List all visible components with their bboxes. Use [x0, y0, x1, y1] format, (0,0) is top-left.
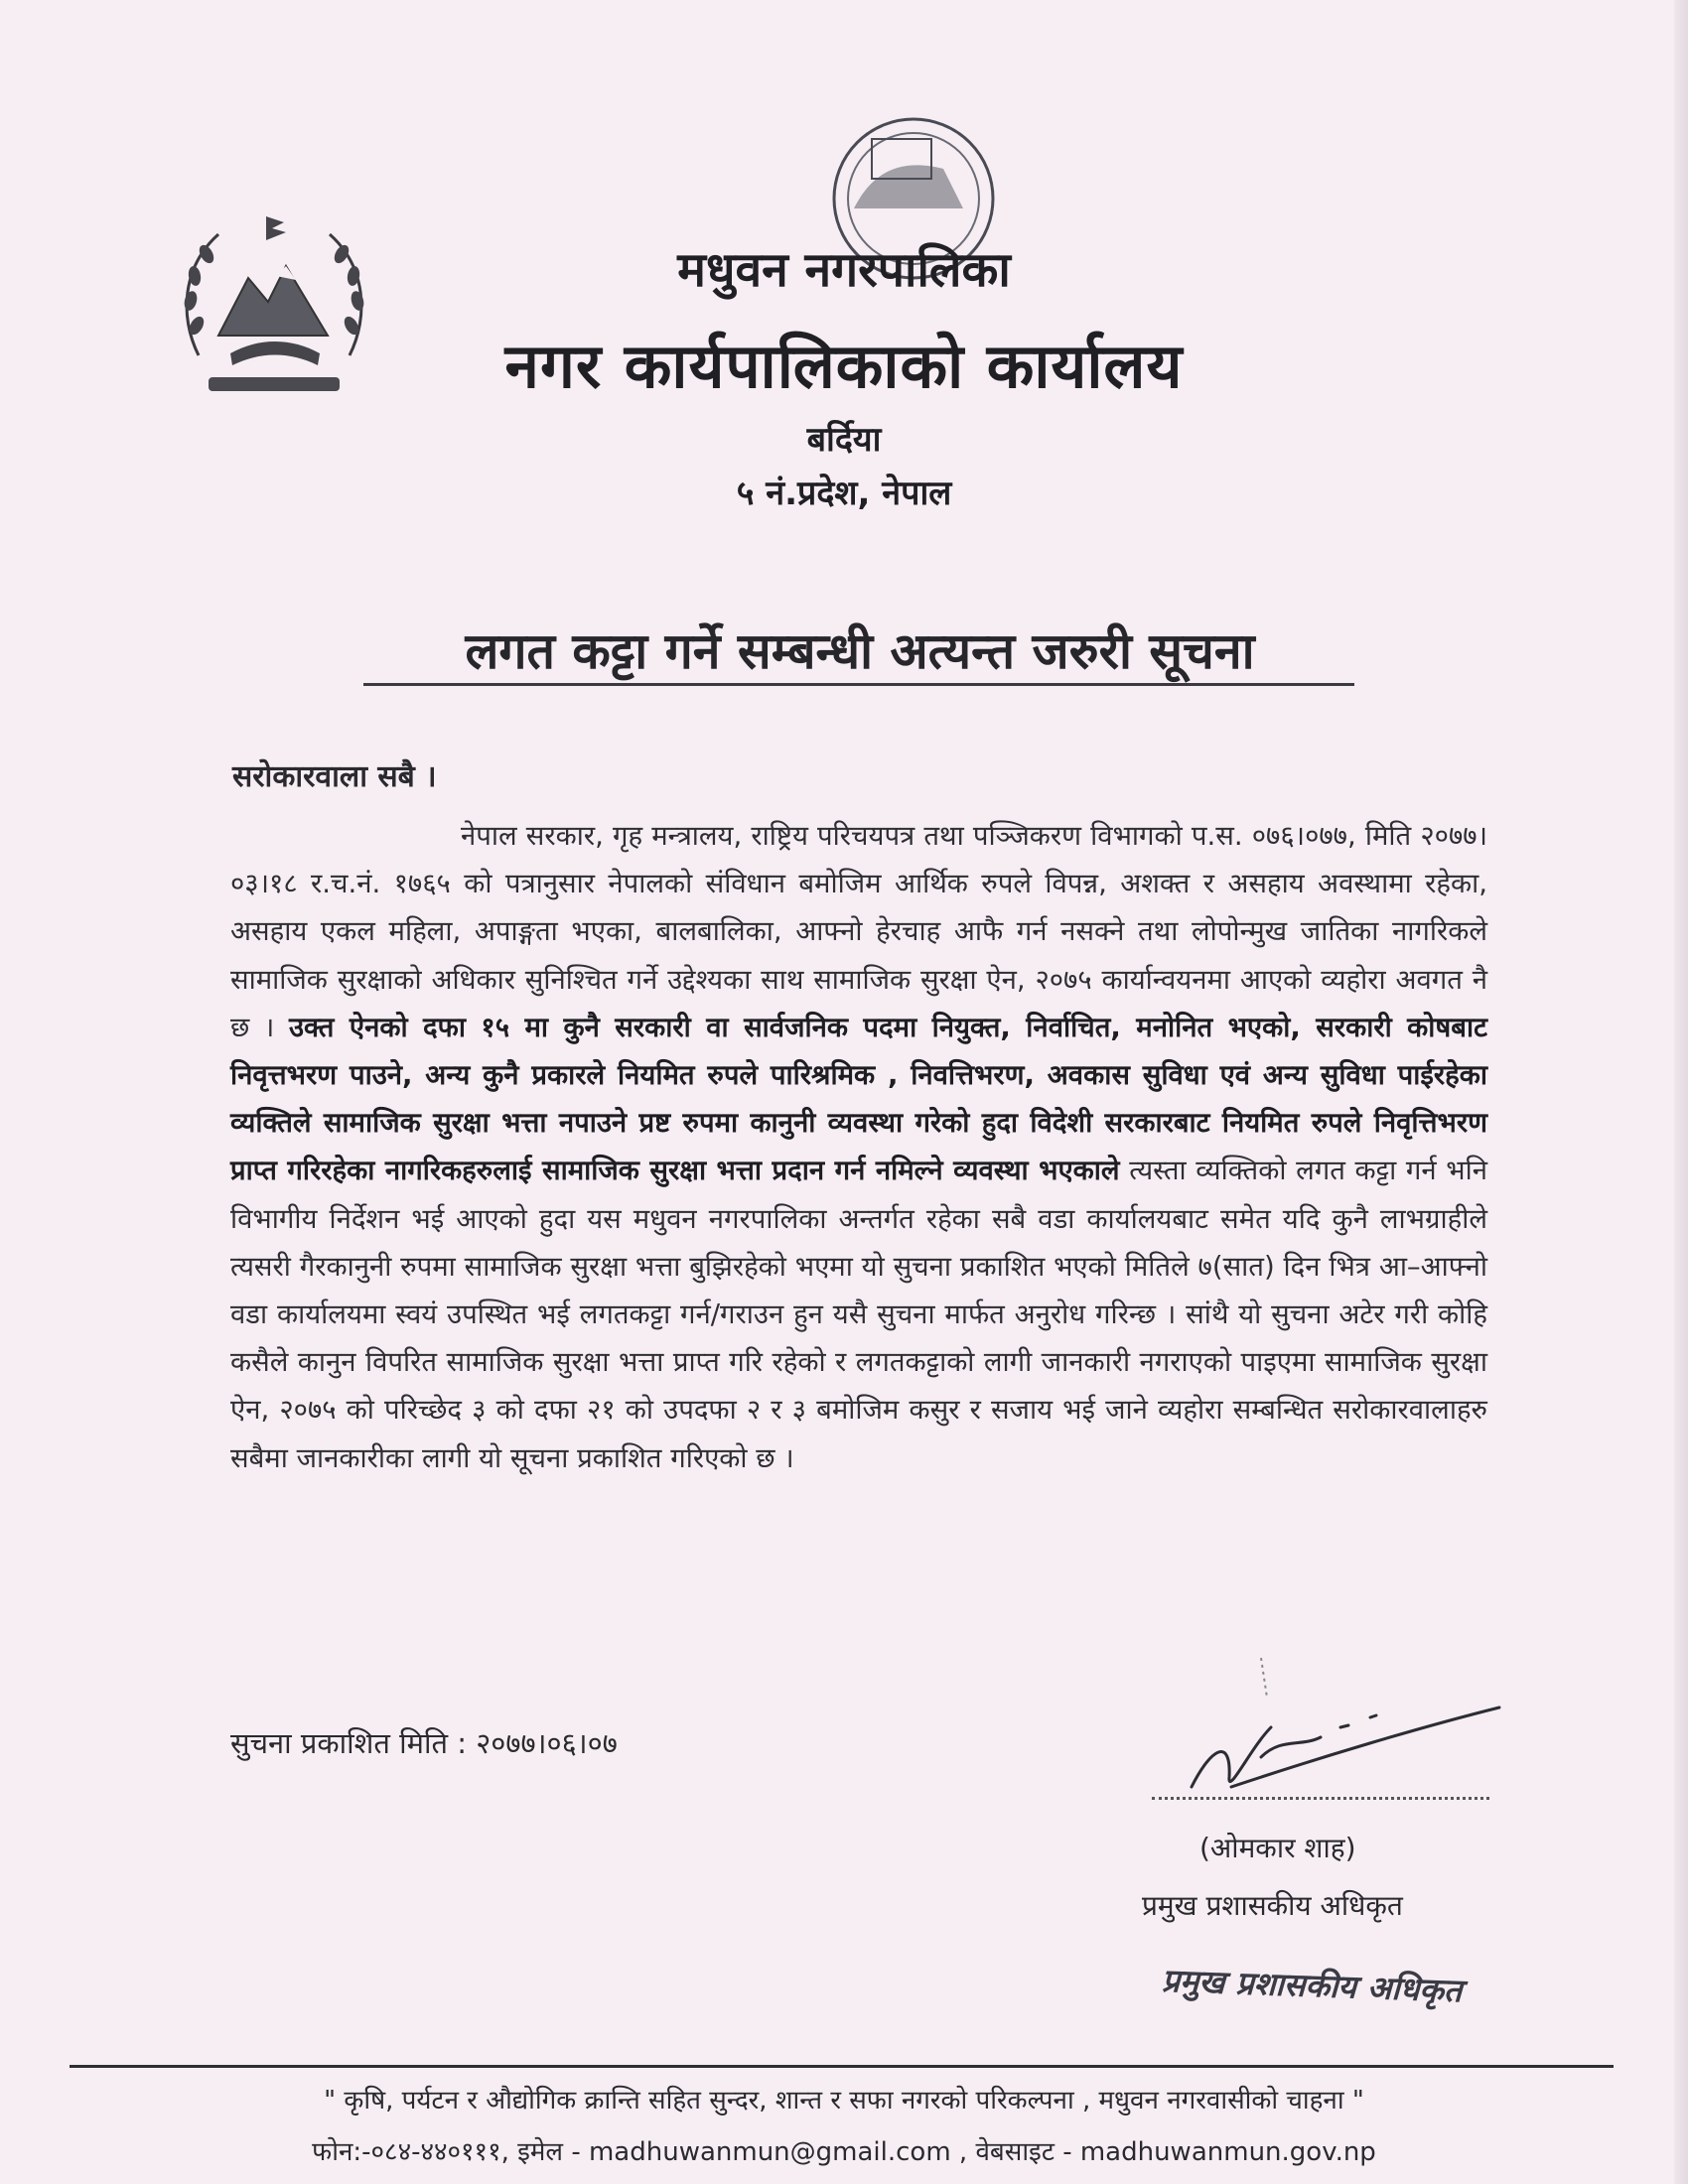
body-text-bold: उक्त ऐनको दफा १५ मा कुनै सरकारी वा सार्वजनिक पदमा नियुक्त, निर्वाचित, मनोनित भएको, सरकारी कोषबाट निवृत्तभरण पाउने, अन्य कुनै प्रकारले नियमित रुपले पारिश्रमिक , निवत्तिभरण, अवकास सुविधा एवं अन्य सुविधा पाईरहेका व्यक्तिले सामाजिक सुरक्षा भत्ता नपाउने प्रष्ट रुपमा कानुनी व्यवस्था गरेको हुदा विदेशी सरकारबाट नियमित रुपले निवृत्तिभरण प्राप्त गरिरहेका नागरिकहरुलाई सामाजिक सुरक्षा भत्ता प्रदान गर्न नमिल्ने व्यवस्था भएकाले — [230, 1011, 1487, 1187]
signature-line — [1152, 1797, 1489, 1800]
province-name: ५ नं.प्रदेश, नेपाल — [736, 474, 952, 513]
footer-contact: फोन:-०८४-४४०१११, इमेल - madhuwanmun@gmail.com , वेबसाइट - madhuwanmun.gov.np — [312, 2137, 1376, 2167]
body-text-request: त्यस्ता व्यक्तिको लगत कट्टा गर्न भनि विभागीय निर्देशन भई आएको हुदा यस मधुवन नगरपालिका अन्तर्गत रहेका सबै वडा कार्यालयबाट समेत यदि कुनै लाभग्राहीले त्यसरी गैरकानुनी रुपमा सामाजिक सुरक्षा भत्ता बुझिरहेको भएमा यो सुचना प्रकाशित भएको मितिले ७(सात) दिन भित्र आ–आफ्नो वडा कार्यालयमा स्वयं उपस्थित भई लगतकट्टा गर्न/गराउन हुन यसै सुचना मार्फत अनुरोध गरिन्छ । सांथै यो सुचना अटेर गरी कोहि कसैले कानुन विपरित सामाजिक सुरक्षा भत्ता प्राप्त गरि रहेको र लगतकट्टाको लागी जानकारी नगराएको पाइएमा सामाजिक सुरक्षा ऐन, २०७५ को परिच्छेद ३ को दफा २१ को उपदफा २ र ३ बमोजिम कसुर र सजाय भई जाने व्यहोरा सम्बन्धित सरोकारवालाहरु सबैमा जानकारीका लागी यो सूचना प्रकाशित गरिएको छ । — [230, 1155, 1487, 1474]
footer-divider — [70, 2065, 1614, 2068]
notice-title: लगत कट्टा गर्ने सम्बन्धी अत्यन्त जरुरी सूचना — [465, 622, 1255, 680]
footer-motto: " कृषि, पर्यटन र औद्योगिक क्रान्ति सहित सुन्दर, शान्त र सफा नगरको परिकल्पना , मधुवन नगरवासीको चाहना " — [324, 2086, 1364, 2116]
signature-icon — [1172, 1638, 1509, 1817]
signatory-designation: प्रमुख प्रशासकीय अधिकृत — [1142, 1889, 1403, 1922]
salutation: सरोकारवाला सबै । — [232, 759, 437, 794]
signatory-name: (ओमकार शाह) — [1199, 1832, 1356, 1864]
body-text-intro: नेपाल सरकार, गृह मन्त्रालय, राष्ट्रिय परिचयपत्र तथा पञ्जिकरण विभागको प.स. ०७६।०७७, मिति २०७७।०३।१८ र.च.नं. १७६५ को पत्रानुसार नेपालको संविधान बमोजिम आर्थिक रुपले विपन्न, अशक्त र असहाय अवस्थामा रहेका, असहाय एकल महिला, अपाङ्गता भएका, बालबालिका, आफ्नो हेरचाह आफै गर्न नसक्ने तथा लोपोन्मुख जातिका नागरिकले सामाजिक सुरक्षाको अधिकार सुनिश्चित गर्ने उद्देश्यका साथ सामाजिक सुरक्षा ऐन, २०७५ कार्यान्वयनमा आएको व्यहोरा अवगत नै छ । — [230, 820, 1487, 1043]
municipality-name: मधुवन नगरपालिका — [677, 242, 1011, 298]
title-underline — [363, 683, 1354, 686]
publish-date: सुचना प्रकाशित मिति : २०७७।०६।०७ — [230, 1726, 618, 1760]
designation-stamp: प्रमुख प्रशासकीय अधिकृत — [1161, 1961, 1463, 2010]
district-name: बर्दिया — [806, 420, 882, 460]
notice-body — [230, 812, 1487, 1482]
office-name: नगर कार्यपालिकाको कार्यालय — [504, 330, 1184, 402]
